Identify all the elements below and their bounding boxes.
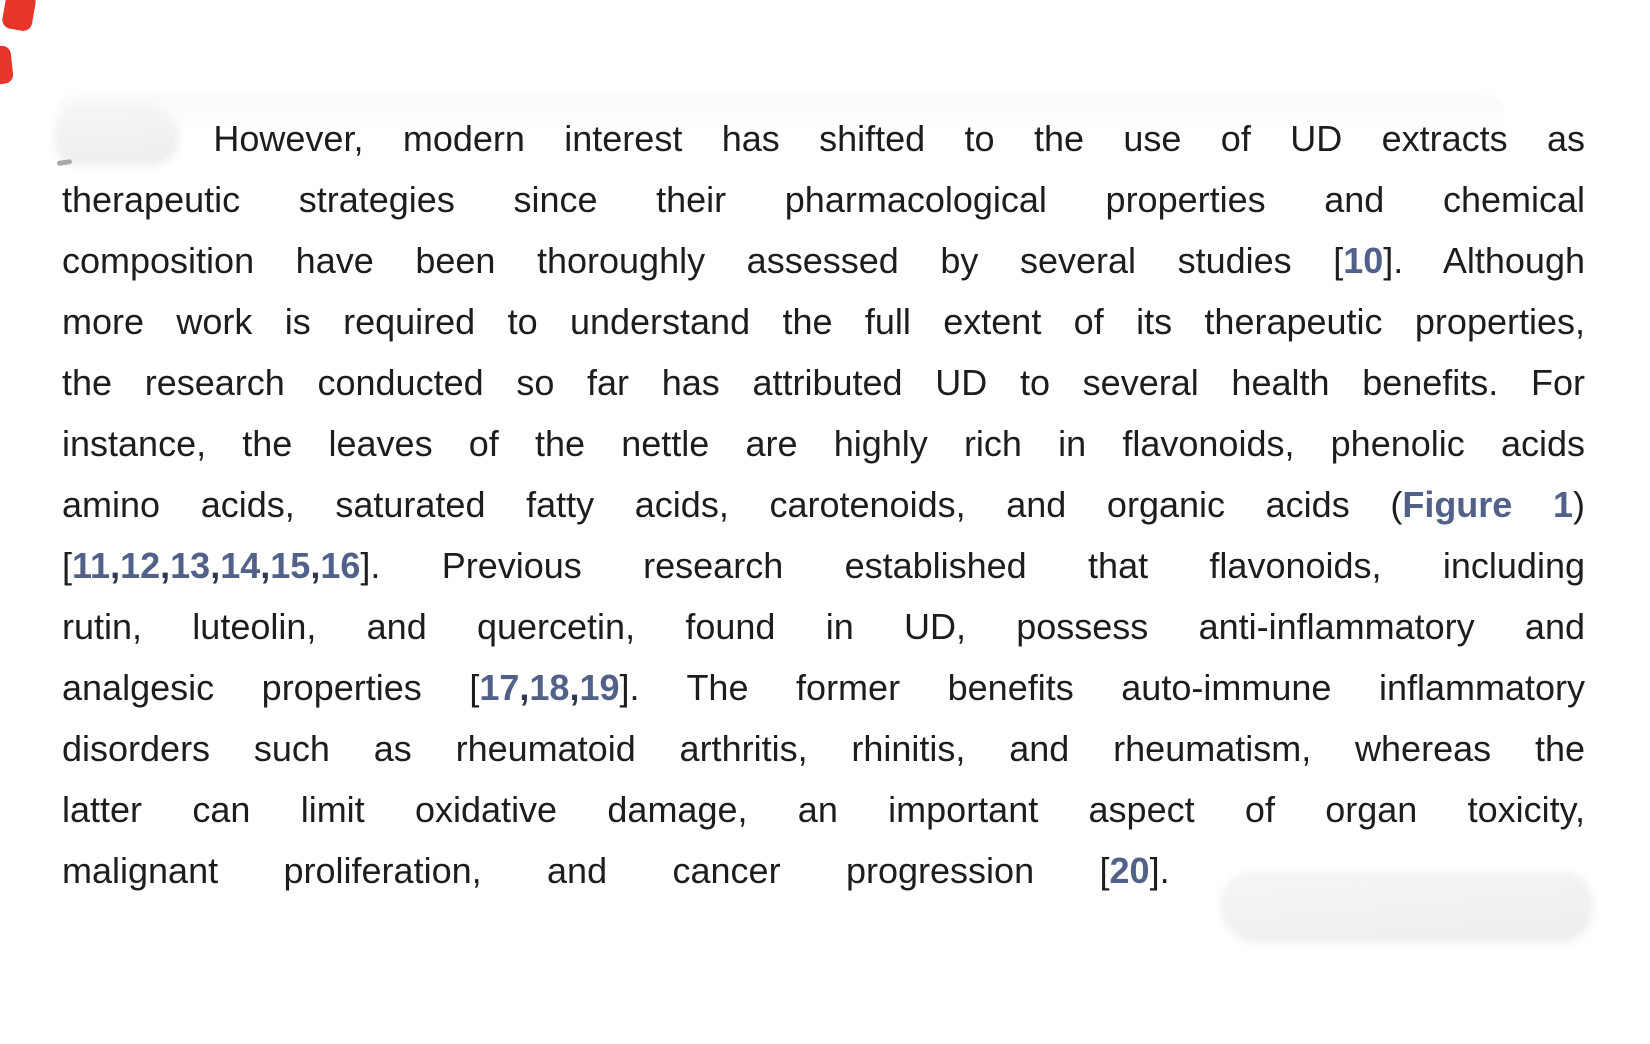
red-pen-mark-bottom <box>0 45 14 85</box>
citation-link[interactable]: 15 <box>270 545 311 586</box>
citation-separator: , <box>519 667 530 708</box>
citation-link[interactable]: 10 <box>1343 240 1384 281</box>
text-run: [ <box>62 545 73 586</box>
text-run: malignant proliferation, and cancer progression [ <box>62 850 1110 891</box>
red-pen-mark-top <box>1 0 37 32</box>
redaction-blob <box>59 112 175 162</box>
citation-link[interactable]: 18 <box>529 667 570 708</box>
text-line <box>62 779 1585 840</box>
text-line <box>62 718 1585 779</box>
text-line <box>62 596 1585 657</box>
citation-separator: , <box>260 545 271 586</box>
text-run: ]. <box>1149 850 1170 891</box>
text-run: ) <box>1573 484 1585 525</box>
text-run: composition have been thoroughly assessed by several studies [ <box>62 240 1344 281</box>
text-run: instance, the leaves of the nettle are highly rich in flavonoids, phenolic acids <box>62 423 1585 464</box>
text-run: latter can limit oxidative damage, an important aspect of organ toxicity, <box>62 789 1585 830</box>
citation-link[interactable]: 19 <box>579 667 620 708</box>
paragraph <box>62 108 1585 901</box>
citation-separator: , <box>210 545 221 586</box>
citation-separator: , <box>110 545 121 586</box>
text-line <box>62 230 1585 291</box>
citation-separator: , <box>310 545 321 586</box>
text-line <box>62 535 1585 596</box>
citation-separator: , <box>569 667 580 708</box>
citation-link[interactable]: 14 <box>220 545 261 586</box>
text-line <box>62 169 1585 230</box>
redaction-smudge <box>57 159 73 166</box>
citation-link[interactable]: 16 <box>320 545 361 586</box>
citation-link[interactable]: 17 <box>479 667 520 708</box>
text-run: rutin, luteolin, and quercetin, found in UD, possess anti-inflammatory and <box>62 606 1585 647</box>
text-run: ]. Previous research established that flavonoids, including <box>360 545 1585 586</box>
text-run: disorders such as rheumatoid arthritis, rhinitis, and rheumatism, whereas the <box>62 728 1585 769</box>
citation-link[interactable]: 12 <box>120 545 161 586</box>
text-run: ]. The former benefits auto-immune inflammatory <box>619 667 1586 708</box>
text-line <box>62 657 1585 718</box>
text-line <box>62 291 1585 352</box>
text-run: However, modern interest has shifted to the use of UD extracts as <box>213 118 1586 159</box>
text-run: more work is required to understand the full extent of its therapeutic properties, <box>62 301 1585 342</box>
text-run: the research conducted so far has attributed UD to several health benefits. For <box>62 362 1585 403</box>
text-run: therapeutic strategies since their pharmacological properties and chemical <box>62 179 1585 220</box>
citation-link[interactable]: 13 <box>170 545 211 586</box>
text-line <box>62 352 1585 413</box>
text-run: amino acids, saturated fatty acids, carotenoids, and organic acids ( <box>62 484 1403 525</box>
text-run: ]. Although <box>1383 240 1585 281</box>
citation-link[interactable]: 20 <box>1109 850 1150 891</box>
text-line <box>62 840 1585 901</box>
citation-separator: , <box>160 545 171 586</box>
citation-link[interactable]: 11 <box>72 545 111 586</box>
text-line <box>62 474 1585 535</box>
text-run: analgesic properties [ <box>62 667 480 708</box>
redaction-blob <box>1225 877 1589 939</box>
citation-link[interactable]: Figure 1 <box>1402 484 1573 525</box>
text-line <box>62 108 1585 169</box>
text-line <box>62 413 1585 474</box>
